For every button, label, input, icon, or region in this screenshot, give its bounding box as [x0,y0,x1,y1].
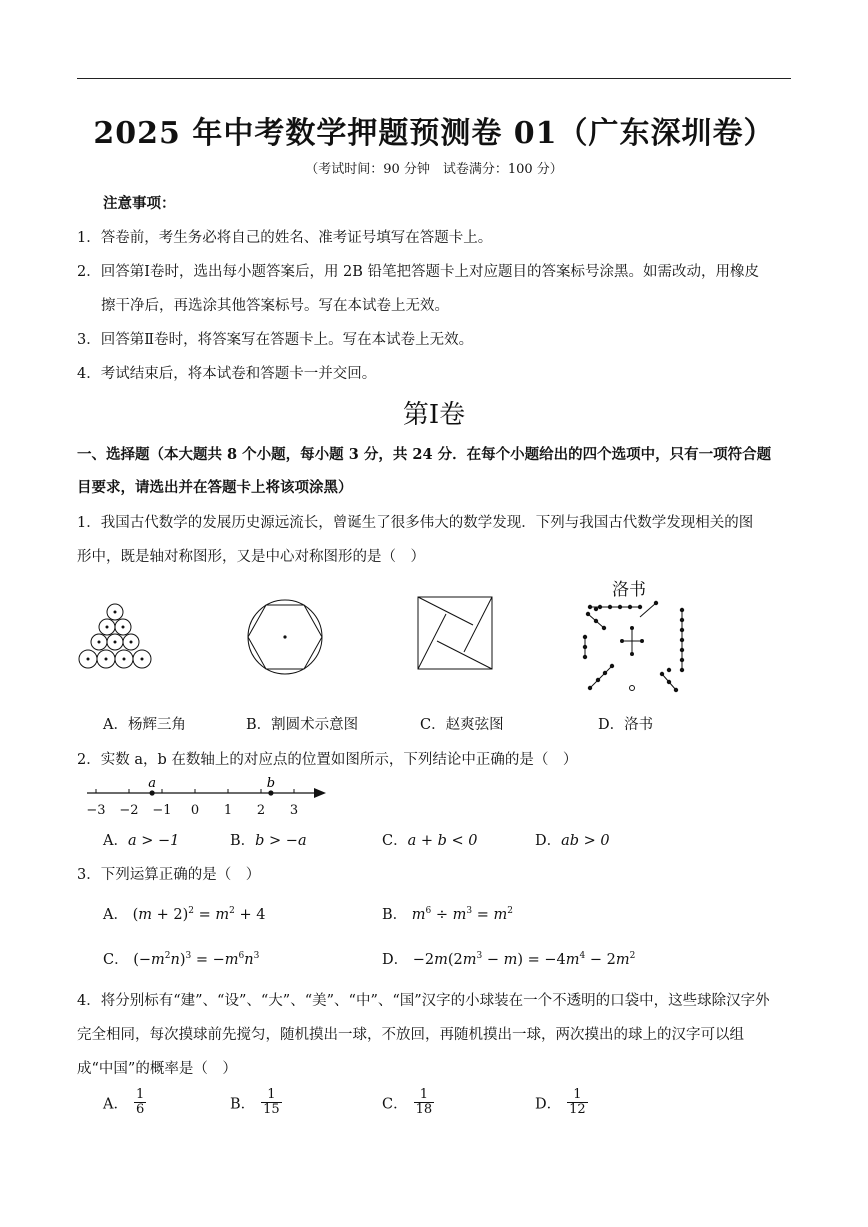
number-line-point-label-a: a [148,776,156,791]
notice-item-4: 4．考试结束后，将本试卷和答题卡一并交回。 [77,366,377,382]
q3-option-b-expr: $m^6 \div m^3 = m^2$ [411,906,513,923]
notice-heading: 注意事项： [103,195,176,212]
q4-option-a [103,1088,146,1118]
section-title: 第I卷 [402,400,466,430]
q4-option-b-label: B． [230,1096,256,1113]
q4-option-c-label: C． [382,1096,408,1113]
q4-option-d-label: D． [535,1096,562,1113]
q2-option-b-expr: b > −a [255,833,307,849]
number-line-point-a [150,790,155,795]
q2-option-b-label: B． [230,833,256,849]
q2-option-d-expr: ab > 0 [561,833,610,849]
q2-option-b [230,829,307,850]
q3-option-c-expr: $(-m^2n)^3 = -m^6n^3$ [133,951,260,968]
q3-option-c-label: C． [103,952,129,968]
number-line-figure [82,772,332,822]
part-heading-line1: 一、选择题（本大题共 8 个小题，每小题 3 分，共 24 分．在每个小题给出的四个选项中，只有一项符合题 [77,446,772,463]
q2-option-d-label: D． [535,833,562,849]
q4-stem-line3: 成“中国”的概率是（ ） [77,1061,237,1077]
q4-stem-line2: 完全相同，每次摸球前先搅匀，随机摸出一球，不放回，再随机摸出一球，两次摸出的球上的汉字可以组 [77,1027,744,1043]
number-line-tick-label: −3 [86,803,106,818]
q3-option-b [382,903,513,924]
q1-option-d: D．洛书 [598,717,654,733]
q2-option-c [382,829,478,850]
luoshu-figure [576,600,688,696]
q4-stem-line1: 4．将分别标有“建”、“设”、“大”、“美”、“中”、“国”汉字的小球装在一个不透明的口袋中，这些球除汉字外 [77,993,770,1009]
q4-option-a-fraction [134,1088,146,1118]
number-line-tick-label: 1 [223,803,233,818]
q4-option-b [230,1088,282,1118]
q4-option-a-numerator: 1 [135,1087,145,1102]
q2-option-d [535,829,610,850]
q4-option-c-numerator: 1 [414,1088,435,1103]
q2-option-a [103,829,179,850]
q3-option-c [103,948,259,969]
q2-stem: 2．实数 a，b 在数轴上的对应点的位置如图所示，下列结论中正确的是（ ） [77,752,578,768]
q3-option-d-label: D． [382,952,409,968]
q1-stem-line1: 1．我国古代数学的发展历史源远流长，曾诞生了很多伟大的数学发现．下列与我国古代数学发现相关的图 [77,515,754,531]
number-line-tick-label: −1 [152,803,172,818]
q3-stem: 3．下列运算正确的是（ ） [77,867,261,883]
number-line-tick-label: 2 [256,803,266,818]
q4-option-b-numerator: 1 [261,1088,282,1103]
luoshu-label: 洛书 [612,580,646,600]
page-title: 2025 年中考数学押题预测卷 01（广东深圳卷） [93,116,775,151]
top-rule [77,78,791,79]
q4-option-b-fraction [261,1088,282,1118]
zhao-shuang-figure [416,595,496,673]
q4-option-b-denominator: 15 [263,1102,280,1118]
number-line-tick-label: −2 [119,803,139,818]
yanghui-triangle-figure [70,600,160,680]
q3-option-a-expr: $(m + 2)^2 = m^2 + 4$ [132,906,266,923]
exam-info: （考试时间：90 分钟 试卷满分：100 分） [305,162,563,177]
q1-option-c: C．赵爽弦图 [420,717,504,733]
q3-option-d [382,948,635,969]
q4-option-c [382,1088,434,1118]
q3-option-d-expr: $-2m(2m^3 - m) = -4m^4 - 2m^2$ [412,951,636,968]
q4-option-c-fraction [414,1088,435,1118]
number-line-tick-label: 3 [289,803,299,818]
number-line-point-label-b: b [266,776,276,791]
q2-option-a-label: A． [103,833,128,849]
notice-item-2: 2．回答第Ⅰ卷时，选出每小题答案后，用 2B 铅笔把答题卡上对应题目的答案标号涂黑。如需改动，用橡皮 [77,264,760,280]
q2-option-c-label: C． [382,833,408,849]
q4-option-a-denominator: 6 [135,1102,145,1118]
q3-option-b-label: B． [382,907,408,923]
q4-option-d-fraction [567,1088,588,1118]
q2-option-c-expr: a + b < 0 [407,833,478,849]
q1-option-a: A．杨辉三角 [103,717,186,733]
notice-item-2-cont: 擦干净后，再选涂其他答案标号。写在本试卷上无效。 [101,298,449,314]
q4-option-c-denominator: 18 [415,1102,433,1118]
q3-option-a [103,903,265,924]
number-line-point-b [268,790,273,795]
notice-item-3: 3．回答第Ⅱ卷时，将答案写在答题卡上。写在本试卷上无效。 [77,332,474,348]
circle-cutting-figure [244,596,326,678]
q4-option-d-denominator: 12 [569,1102,586,1118]
q3-option-a-label: A． [103,907,128,923]
q4-option-d-numerator: 1 [567,1088,588,1103]
part-heading-line2: 目要求，请选出并在答题卡上将该项涂黑） [77,479,353,496]
q2-option-a-expr: a > −1 [127,833,180,849]
q1-option-b: B．割圆术示意图 [246,717,359,733]
notice-item-1: 1．答卷前，考生务必将自己的姓名、准考证号填写在答题卡上。 [77,230,493,246]
number-line-tick-label: 0 [190,803,200,818]
q4-option-d [535,1088,588,1118]
q1-stem-line2: 形中，既是轴对称图形，又是中心对称图形的是（ ） [77,549,425,565]
q4-option-a-label: A． [103,1096,128,1113]
